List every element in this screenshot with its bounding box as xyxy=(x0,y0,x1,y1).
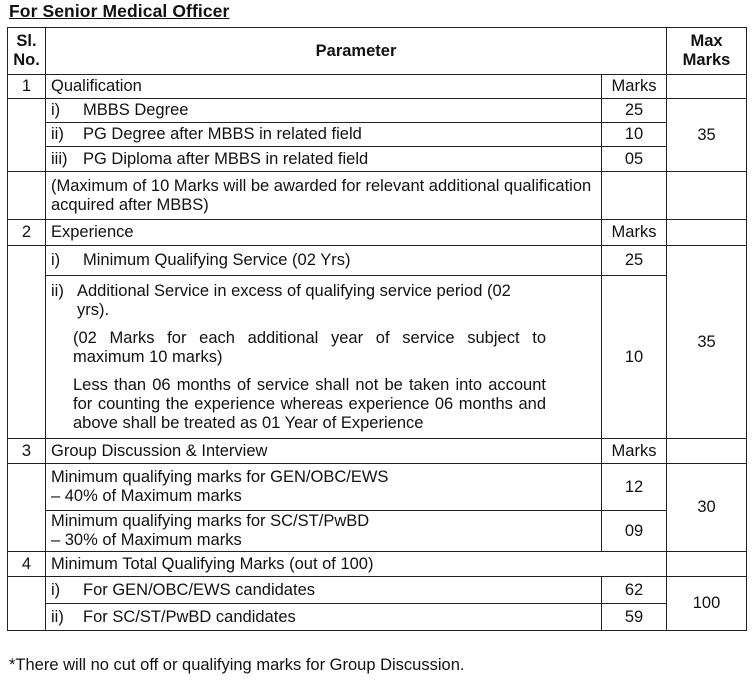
footnote: *There will no cut off or qualifying marks for Group Discussion. xyxy=(9,656,465,674)
item-label: iii) PG Diploma after MBBS in related field xyxy=(46,147,602,172)
section-title: Minimum Total Qualifying Marks (out of 100) xyxy=(46,552,667,577)
section-sl: 4 xyxy=(8,552,46,577)
item-marks: 59 xyxy=(602,604,667,631)
item-marks: 25 xyxy=(602,99,667,123)
header-sl-no: Sl. No. xyxy=(8,28,46,75)
table-row xyxy=(8,172,747,220)
section-title: Experience xyxy=(46,220,602,246)
section-row-gd xyxy=(8,439,747,464)
header-max-marks: Max Marks xyxy=(667,28,747,75)
item-label: i) For GEN/OBC/EWS candidates xyxy=(46,577,602,604)
table-row xyxy=(8,276,747,439)
gd-criteria: Minimum qualifying marks for GEN/OBC/EWS – 40% of Maximum marks xyxy=(46,464,602,511)
item-marks: 12 xyxy=(602,464,667,511)
item-number: ii) xyxy=(51,281,64,300)
section-sl: 2 xyxy=(8,220,46,246)
page-title: For Senior Medical Officer xyxy=(9,1,230,21)
empty-cell xyxy=(667,75,747,99)
section-row-total xyxy=(8,552,747,577)
table-row xyxy=(8,511,747,552)
table-row xyxy=(8,464,747,511)
table-row xyxy=(8,246,747,276)
table-row xyxy=(8,99,747,123)
empty-cell xyxy=(667,552,747,577)
empty-cell xyxy=(8,172,46,220)
empty-cell xyxy=(667,172,747,220)
experience-additional-service xyxy=(46,276,602,439)
section-title: Group Discussion & Interview xyxy=(46,439,602,464)
section-marks-label: Marks xyxy=(602,75,667,99)
qualification-note: (Maximum of 10 Marks will be awarded for relevant additional qualification acquired after MBBS) xyxy=(46,172,602,220)
item-marks: 05 xyxy=(602,147,667,172)
empty-cell xyxy=(8,464,46,552)
empty-cell xyxy=(602,172,667,220)
experience-note-1: (02 Marks for each additional year of service subject to maximum 10 marks) xyxy=(73,328,546,366)
marks-table xyxy=(7,27,747,631)
item-marks: 25 xyxy=(602,246,667,276)
item-label: Additional Service in excess of qualifying service period (02 yrs). xyxy=(77,281,511,319)
max-marks-value: 35 xyxy=(667,246,747,439)
table-header-row xyxy=(8,28,747,75)
experience-note-2: Less than 06 months of service shall not be taken into account for counting the experience whereas experience 06 months and above shall be treated as 01 Year of Experience xyxy=(73,375,546,432)
item-marks: 62 xyxy=(602,577,667,604)
section-marks-label: Marks xyxy=(602,439,667,464)
item-label: ii) For SC/ST/PwBD candidates xyxy=(46,604,602,631)
section-sl: 1 xyxy=(8,75,46,99)
empty-cell xyxy=(8,99,46,172)
item-label: i) MBBS Degree xyxy=(46,99,602,123)
section-marks-label: Marks xyxy=(602,220,667,246)
item-marks: 09 xyxy=(602,511,667,552)
table-row xyxy=(8,147,747,172)
max-marks-value: 30 xyxy=(667,464,747,552)
section-row-experience xyxy=(8,220,747,246)
header-parameter: Parameter xyxy=(46,28,667,75)
section-row-qualification xyxy=(8,75,747,99)
table-row xyxy=(8,123,747,147)
gd-criteria: Minimum qualifying marks for SC/ST/PwBD – 30% of Maximum marks xyxy=(46,511,602,552)
empty-cell xyxy=(667,439,747,464)
section-sl: 3 xyxy=(8,439,46,464)
empty-cell xyxy=(8,246,46,439)
table-row xyxy=(8,577,747,604)
item-label: i) Minimum Qualifying Service (02 Yrs) xyxy=(46,246,602,276)
max-marks-value: 35 xyxy=(667,99,747,172)
table-row xyxy=(8,604,747,631)
empty-cell xyxy=(667,220,747,246)
item-marks: 10 xyxy=(602,123,667,147)
item-marks: 10 xyxy=(602,276,667,439)
max-marks-value: 100 xyxy=(667,577,747,631)
item-label: ii) PG Degree after MBBS in related field xyxy=(46,123,602,147)
section-title: Qualification xyxy=(46,75,602,99)
empty-cell xyxy=(8,577,46,631)
